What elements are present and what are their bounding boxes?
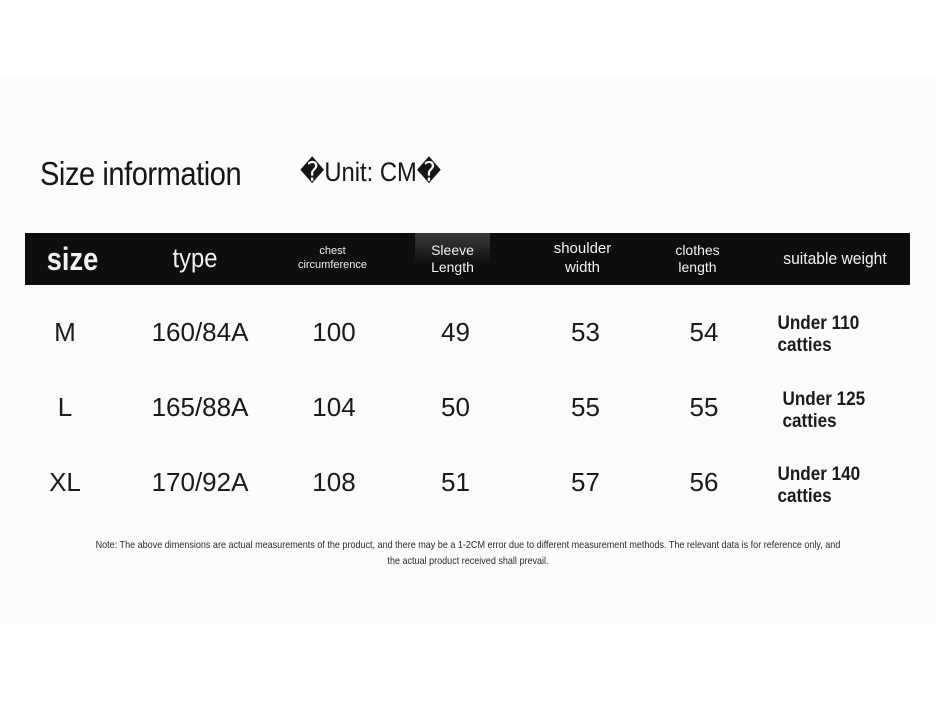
cell-chest: 104 <box>312 391 356 422</box>
header-weight: suitable weight <box>783 249 887 269</box>
header-chest: chest circumference <box>297 245 368 271</box>
unit-label: �Unit: CM� <box>300 157 442 187</box>
cell-type: 160/84A <box>151 316 249 347</box>
header-shoulder: shoulder width <box>553 240 612 276</box>
cell-size: XL <box>49 466 81 497</box>
table-header <box>25 233 910 285</box>
cell-clothes: 56 <box>689 466 719 497</box>
cell-sleeve: 49 <box>441 316 470 347</box>
cell-clothes: 54 <box>689 316 719 347</box>
table-row <box>0 387 936 432</box>
cell-shoulder: 57 <box>571 466 600 497</box>
cell-size: L <box>57 391 73 422</box>
cell-shoulder: 55 <box>571 391 600 422</box>
header-type: type <box>172 243 218 274</box>
cell-clothes: 55 <box>689 391 719 422</box>
header-size: size <box>46 241 99 277</box>
header-clothes: clothes length <box>675 241 720 275</box>
table-row <box>0 312 936 356</box>
cell-sleeve: 51 <box>441 466 470 497</box>
cell-weight: Under 140 catties <box>777 464 861 507</box>
cell-chest: 100 <box>312 316 356 347</box>
cell-weight: Under 110 catties <box>777 313 860 356</box>
cell-shoulder: 53 <box>571 316 600 347</box>
cell-weight: Under 125 catties <box>782 389 866 432</box>
table-row <box>0 462 936 507</box>
cell-size: M <box>54 316 76 347</box>
cell-sleeve: 50 <box>441 391 470 422</box>
cell-type: 165/88A <box>151 391 249 422</box>
header-sleeve: Sleeve Length <box>415 233 490 285</box>
cell-type: 170/92A <box>151 466 249 497</box>
measurement-note: Note: The above dimensions are actual measurements of the product, and there may be a 1-2CM error due to different measurement methods. The relevant data is for reference only, and the actual product received shall prevail. <box>95 539 841 567</box>
page-title: Size information <box>40 155 242 192</box>
cell-chest: 108 <box>312 466 356 497</box>
